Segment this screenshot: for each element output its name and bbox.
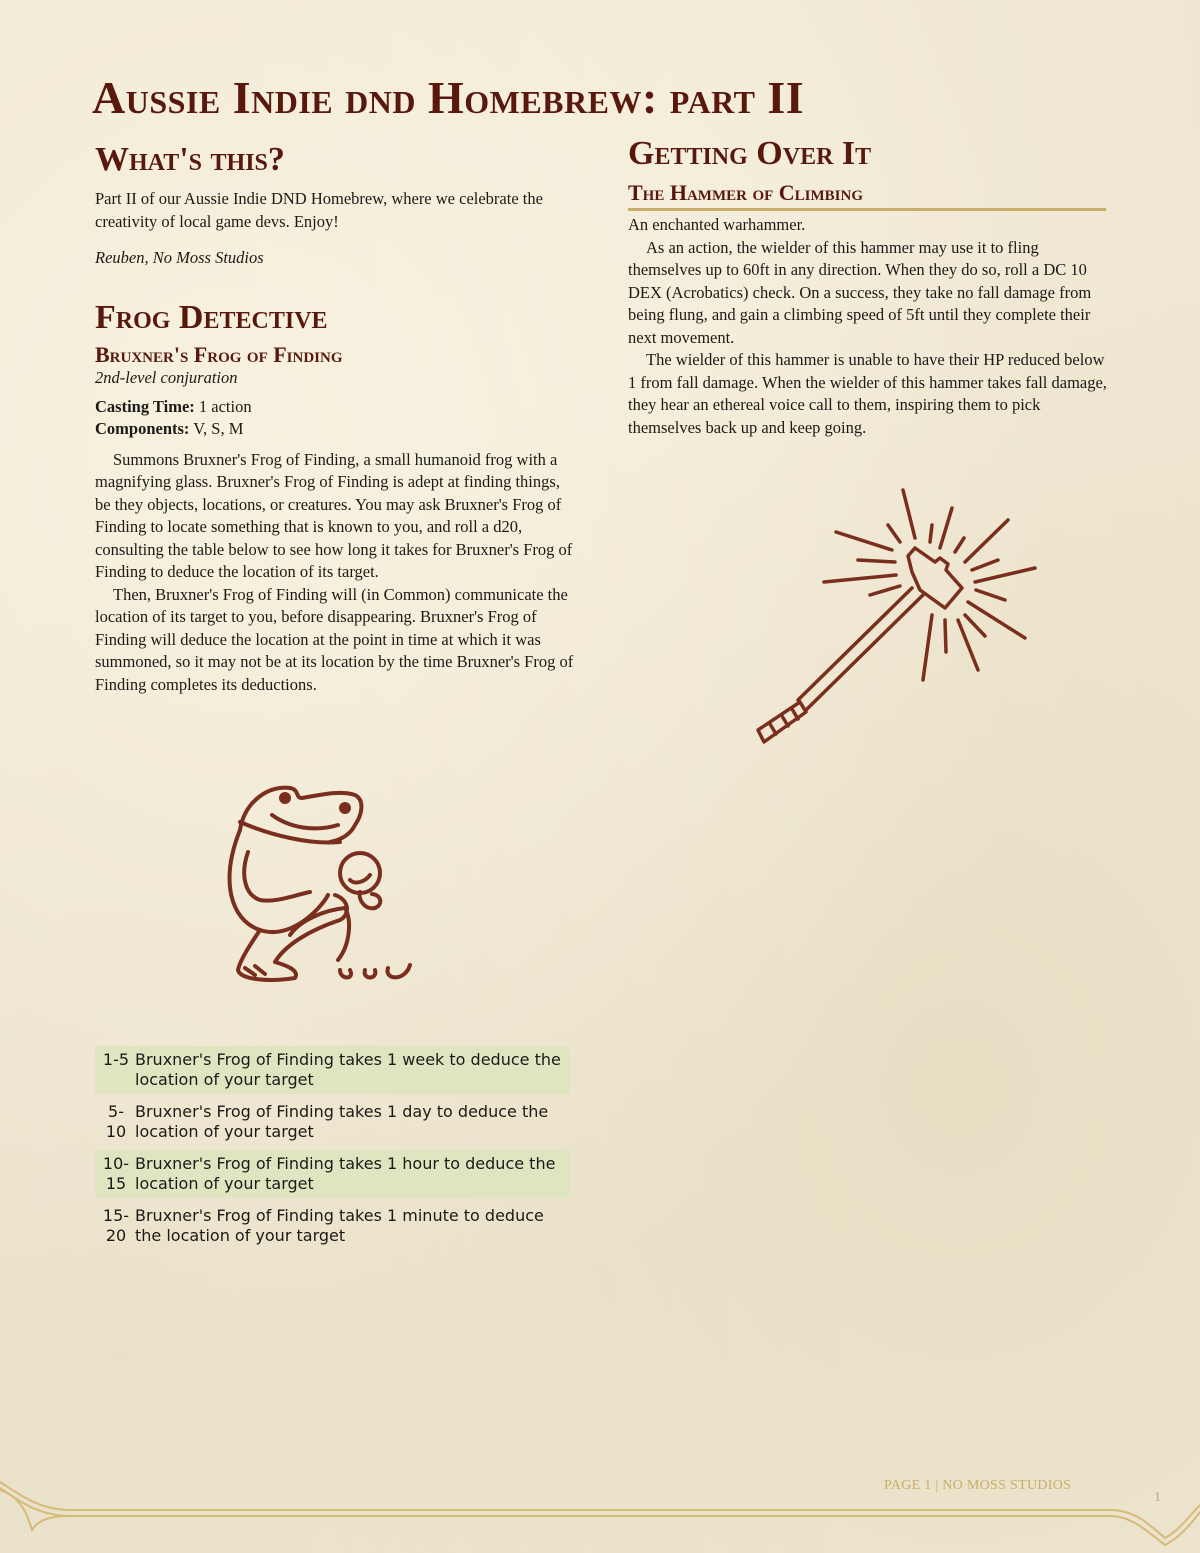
table-row xyxy=(95,1098,570,1146)
table-row xyxy=(95,1150,570,1198)
casting-time xyxy=(95,396,575,419)
roll-range: 15- 20 xyxy=(102,1206,130,1245)
roll-result: Bruxner's Frog of Finding takes 1 hour to deduce the location of your target xyxy=(135,1154,556,1193)
page-title: Aussie Indie dnd Homebrew: part II xyxy=(92,72,805,123)
spell-name: Bruxner's Frog of Finding xyxy=(95,341,343,367)
right-column xyxy=(628,135,1108,439)
roll-range: 5- 10 xyxy=(105,1102,127,1141)
table-row xyxy=(95,1046,570,1094)
glowing-hammer-illustration xyxy=(740,480,1050,760)
intro-body: Part II of our Aussie Indie DND Homebrew, where we celebrate the creativity of local game devs. Enjoy! xyxy=(95,189,543,231)
casting-time-label: Casting Time: xyxy=(95,396,195,416)
roll-result: Bruxner's Frog of Finding takes 1 week to deduce the location of your target xyxy=(135,1050,561,1089)
left-column xyxy=(95,138,575,696)
table-row xyxy=(95,1202,570,1250)
intro-heading: What's this? xyxy=(95,141,285,178)
footer-text: PAGE 1 | NO MOSS STUDIOS xyxy=(884,1478,1072,1493)
intro-signature: Reuben, No Moss Studios xyxy=(95,248,264,267)
page-number: 1 xyxy=(1154,1490,1161,1505)
item-name: The Hammer of Climbing xyxy=(628,180,1106,211)
components-value: V, S, M xyxy=(189,419,244,438)
roll-result: Bruxner's Frog of Finding takes 1 minute to deduce the location of your target xyxy=(135,1206,544,1245)
roll-range: 10- 15 xyxy=(102,1154,130,1193)
item-description-1: An enchanted warhammer. xyxy=(628,215,806,234)
spell-description-1: Summons Bruxner's Frog of Finding, a small humanoid frog with a magnifying glass. Bruxner's Frog of Finding is adept at finding things, be they objects, locations, or creatures. You may ask Bruxner's Frog of Finding to locate something that is known to you, and roll a d20, consulting the table below to see how long it takes for Bruxner's Frog of Finding to deduce the location of its target. xyxy=(95,449,573,581)
hammer-section-heading: Getting Over It xyxy=(628,135,872,172)
roll-table xyxy=(95,1046,570,1254)
frog-section-heading: Frog Detective xyxy=(95,298,328,336)
frog-detective-illustration xyxy=(200,770,440,1000)
components-label: Components: xyxy=(95,419,190,438)
roll-result: Bruxner's Frog of Finding takes 1 day to deduce the location of your target xyxy=(135,1102,549,1141)
spell-level: 2nd-level conjuration xyxy=(95,367,238,387)
item-description-3: The wielder of this hammer is unable to have their HP reduced below 1 from fall damage. When the wielder of this hammer takes fall damage, they hear an ethereal voice call to them, inspiring them to pick themselves back up and keep going. xyxy=(628,350,1107,437)
spell-description-2: Then, Bruxner's Frog of Finding will (in Common) communicate the location of its target to you, before disappearing. Bruxner's Frog of Finding will deduce the location at the point in time at which it was summoned, so it may not be at its location by the time Bruxner's Frog of Finding completes its deductions. xyxy=(95,584,574,694)
item-description-2: As an action, the wielder of this hammer may use it to fling themselves up to 60ft in any direction. When they do so, roll a DC 10 DEX (Acrobatics) check. On a success, they take no fall damage from being flung, and gain a climbing speed of 5ft until they complete their next movement. xyxy=(628,237,1092,347)
casting-time-value: 1 action xyxy=(194,396,252,416)
roll-range: 1-5 xyxy=(102,1050,130,1069)
components xyxy=(95,418,575,441)
